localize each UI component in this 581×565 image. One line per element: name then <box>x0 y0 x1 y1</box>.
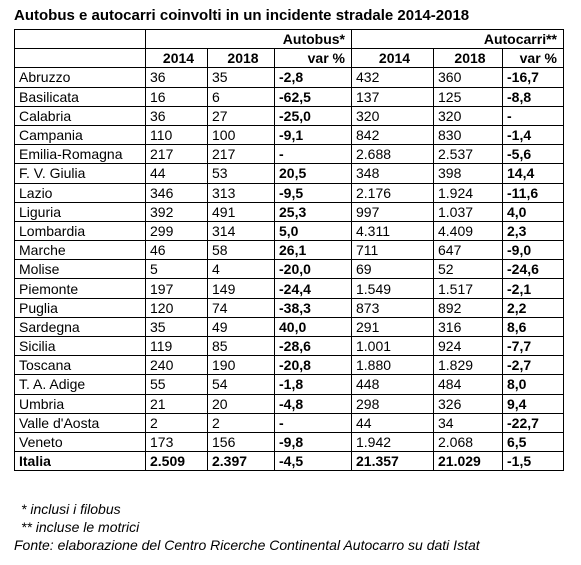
region-cell: Italia <box>15 452 146 471</box>
table-row <box>15 298 564 317</box>
value-2014-cell: 36 <box>146 68 208 87</box>
value-2018-cell: 830 <box>434 125 503 144</box>
header-empty-cell <box>15 49 146 68</box>
table-row <box>15 125 564 144</box>
value-2018-cell: 320 <box>434 106 503 125</box>
value-2014-cell: 842 <box>352 125 434 144</box>
value-2018-cell: 20 <box>208 394 275 413</box>
table-row <box>15 202 564 221</box>
table-row <box>15 356 564 375</box>
var-cell: -11,6 <box>503 183 564 202</box>
region-cell: Abruzzo <box>15 68 146 87</box>
region-cell: Valle d'Aosta <box>15 413 146 432</box>
value-2018-cell: 491 <box>208 202 275 221</box>
var-cell: 5,0 <box>275 221 352 240</box>
column-header: var % <box>275 49 352 68</box>
region-cell: Marche <box>15 241 146 260</box>
table-row <box>15 87 564 106</box>
value-2018-cell: 27 <box>208 106 275 125</box>
value-2014-cell: 69 <box>352 260 434 279</box>
region-cell: Veneto <box>15 432 146 451</box>
value-2018-cell: 49 <box>208 317 275 336</box>
value-2014-cell: 873 <box>352 298 434 317</box>
table-row <box>15 145 564 164</box>
value-2018-cell: 1.924 <box>434 183 503 202</box>
value-2018-cell: 316 <box>434 317 503 336</box>
var-cell: - <box>275 413 352 432</box>
footnote-autocarri: ** incluse le motrici <box>21 519 140 535</box>
var-cell: -9,5 <box>275 183 352 202</box>
table-row <box>15 183 564 202</box>
table-title: Autobus e autocarri coinvolti in un incidente stradale 2014-2018 <box>14 7 470 24</box>
value-2014-cell: 346 <box>146 183 208 202</box>
value-2018-cell: 6 <box>208 87 275 106</box>
var-cell: 2,3 <box>503 221 564 240</box>
value-2014-cell: 46 <box>146 241 208 260</box>
value-2018-cell: 149 <box>208 279 275 298</box>
value-2018-cell: 52 <box>434 260 503 279</box>
table-row <box>15 432 564 451</box>
value-2014-cell: 348 <box>352 164 434 183</box>
value-2014-cell: 35 <box>146 317 208 336</box>
source-note: Fonte: elaborazione del Centro Ricerche Continental Autocarro su dati Istat <box>14 537 480 553</box>
var-cell: - <box>503 106 564 125</box>
column-header: 2018 <box>208 49 275 68</box>
value-2018-cell: 360 <box>434 68 503 87</box>
value-2018-cell: 1.037 <box>434 202 503 221</box>
value-2018-cell: 156 <box>208 432 275 451</box>
region-cell: Molise <box>15 260 146 279</box>
var-cell: -2,7 <box>503 356 564 375</box>
var-cell: 25,3 <box>275 202 352 221</box>
value-2018-cell: 74 <box>208 298 275 317</box>
column-header: 2018 <box>434 49 503 68</box>
region-cell: Piemonte <box>15 279 146 298</box>
footnotes <box>14 500 480 554</box>
var-cell: -62,5 <box>275 87 352 106</box>
region-cell: T. A. Adige <box>15 375 146 394</box>
value-2014-cell: 432 <box>352 68 434 87</box>
value-2018-cell: 2.068 <box>434 432 503 451</box>
var-cell: 40,0 <box>275 317 352 336</box>
value-2014-cell: 299 <box>146 221 208 240</box>
value-2014-cell: 5 <box>146 260 208 279</box>
table-row <box>15 394 564 413</box>
value-2014-cell: 137 <box>352 87 434 106</box>
value-2014-cell: 120 <box>146 298 208 317</box>
value-2014-cell: 240 <box>146 356 208 375</box>
var-cell: -8,8 <box>503 87 564 106</box>
value-2014-cell: 1.549 <box>352 279 434 298</box>
value-2018-cell: 58 <box>208 241 275 260</box>
value-2018-cell: 34 <box>434 413 503 432</box>
table-row <box>15 68 564 87</box>
value-2018-cell: 125 <box>434 87 503 106</box>
var-cell: -28,6 <box>275 337 352 356</box>
value-2018-cell: 647 <box>434 241 503 260</box>
var-cell: -16,7 <box>503 68 564 87</box>
value-2018-cell: 924 <box>434 337 503 356</box>
var-cell: -38,3 <box>275 298 352 317</box>
group-header-autocarri: Autocarri** <box>352 30 564 49</box>
value-2018-cell: 2 <box>208 413 275 432</box>
value-2018-cell: 326 <box>434 394 503 413</box>
value-2014-cell: 2 <box>146 413 208 432</box>
table-row <box>15 279 564 298</box>
value-2014-cell: 16 <box>146 87 208 106</box>
table-row <box>15 413 564 432</box>
var-cell: 6,5 <box>503 432 564 451</box>
value-2014-cell: 2.688 <box>352 145 434 164</box>
data-table <box>14 29 564 471</box>
var-cell: 26,1 <box>275 241 352 260</box>
value-2014-cell: 291 <box>352 317 434 336</box>
value-2014-cell: 2.509 <box>146 452 208 471</box>
total-row <box>15 452 564 471</box>
value-2018-cell: 4 <box>208 260 275 279</box>
table-row <box>15 221 564 240</box>
value-2014-cell: 1.942 <box>352 432 434 451</box>
table-row <box>15 106 564 125</box>
value-2018-cell: 4.409 <box>434 221 503 240</box>
value-2018-cell: 484 <box>434 375 503 394</box>
var-cell: 14,4 <box>503 164 564 183</box>
value-2014-cell: 392 <box>146 202 208 221</box>
var-cell: -7,7 <box>503 337 564 356</box>
value-2014-cell: 320 <box>352 106 434 125</box>
table-row <box>15 375 564 394</box>
var-cell: 4,0 <box>503 202 564 221</box>
value-2014-cell: 21.357 <box>352 452 434 471</box>
region-cell: Sardegna <box>15 317 146 336</box>
var-cell: -24,4 <box>275 279 352 298</box>
var-cell: -5,6 <box>503 145 564 164</box>
value-2018-cell: 313 <box>208 183 275 202</box>
var-cell: -2,1 <box>503 279 564 298</box>
region-cell: Basilicata <box>15 87 146 106</box>
table-row <box>15 241 564 260</box>
var-cell: -20,8 <box>275 356 352 375</box>
region-cell: Sicilia <box>15 337 146 356</box>
value-2014-cell: 711 <box>352 241 434 260</box>
value-2018-cell: 2.397 <box>208 452 275 471</box>
var-cell: -4,8 <box>275 394 352 413</box>
footnote-autobus: * inclusi i filobus <box>21 501 121 517</box>
region-cell: Emilia-Romagna <box>15 145 146 164</box>
group-header-row <box>15 30 564 49</box>
var-cell: 8,0 <box>503 375 564 394</box>
region-cell: Lazio <box>15 183 146 202</box>
table-row <box>15 260 564 279</box>
value-2014-cell: 44 <box>352 413 434 432</box>
value-2014-cell: 110 <box>146 125 208 144</box>
var-cell: -20,0 <box>275 260 352 279</box>
value-2014-cell: 4.311 <box>352 221 434 240</box>
value-2018-cell: 1.517 <box>434 279 503 298</box>
var-cell: -1,4 <box>503 125 564 144</box>
value-2018-cell: 21.029 <box>434 452 503 471</box>
column-header: 2014 <box>352 49 434 68</box>
var-cell: -1,5 <box>503 452 564 471</box>
region-cell: Toscana <box>15 356 146 375</box>
value-2018-cell: 398 <box>434 164 503 183</box>
var-cell: -24,6 <box>503 260 564 279</box>
var-cell: -9,1 <box>275 125 352 144</box>
var-cell: - <box>275 145 352 164</box>
value-2014-cell: 173 <box>146 432 208 451</box>
value-2014-cell: 298 <box>352 394 434 413</box>
value-2014-cell: 21 <box>146 394 208 413</box>
value-2018-cell: 1.829 <box>434 356 503 375</box>
group-header-autobus: Autobus* <box>146 30 352 49</box>
region-cell: Calabria <box>15 106 146 125</box>
value-2018-cell: 2.537 <box>434 145 503 164</box>
value-2018-cell: 54 <box>208 375 275 394</box>
value-2014-cell: 197 <box>146 279 208 298</box>
value-2014-cell: 997 <box>352 202 434 221</box>
value-2018-cell: 190 <box>208 356 275 375</box>
value-2018-cell: 892 <box>434 298 503 317</box>
value-2014-cell: 217 <box>146 145 208 164</box>
var-cell: 2,2 <box>503 298 564 317</box>
value-2014-cell: 1.001 <box>352 337 434 356</box>
value-2018-cell: 35 <box>208 68 275 87</box>
region-cell: Liguria <box>15 202 146 221</box>
value-2014-cell: 44 <box>146 164 208 183</box>
column-header: var % <box>503 49 564 68</box>
value-2014-cell: 36 <box>146 106 208 125</box>
value-2018-cell: 53 <box>208 164 275 183</box>
value-2018-cell: 100 <box>208 125 275 144</box>
value-2018-cell: 217 <box>208 145 275 164</box>
var-cell: -25,0 <box>275 106 352 125</box>
var-cell: 20,5 <box>275 164 352 183</box>
region-cell: F. V. Giulia <box>15 164 146 183</box>
var-cell: 8,6 <box>503 317 564 336</box>
var-cell: -2,8 <box>275 68 352 87</box>
value-2018-cell: 85 <box>208 337 275 356</box>
table-row <box>15 317 564 336</box>
column-header-row <box>15 49 564 68</box>
var-cell: -22,7 <box>503 413 564 432</box>
column-header: 2014 <box>146 49 208 68</box>
value-2014-cell: 2.176 <box>352 183 434 202</box>
region-cell: Campania <box>15 125 146 144</box>
table-row <box>15 337 564 356</box>
var-cell: -1,8 <box>275 375 352 394</box>
value-2014-cell: 119 <box>146 337 208 356</box>
header-empty-cell <box>15 30 146 49</box>
var-cell: 9,4 <box>503 394 564 413</box>
var-cell: -9,8 <box>275 432 352 451</box>
region-cell: Puglia <box>15 298 146 317</box>
var-cell: -9,0 <box>503 241 564 260</box>
region-cell: Umbria <box>15 394 146 413</box>
value-2014-cell: 1.880 <box>352 356 434 375</box>
value-2018-cell: 314 <box>208 221 275 240</box>
var-cell: -4,5 <box>275 452 352 471</box>
value-2014-cell: 448 <box>352 375 434 394</box>
value-2014-cell: 55 <box>146 375 208 394</box>
table-row <box>15 164 564 183</box>
region-cell: Lombardia <box>15 221 146 240</box>
